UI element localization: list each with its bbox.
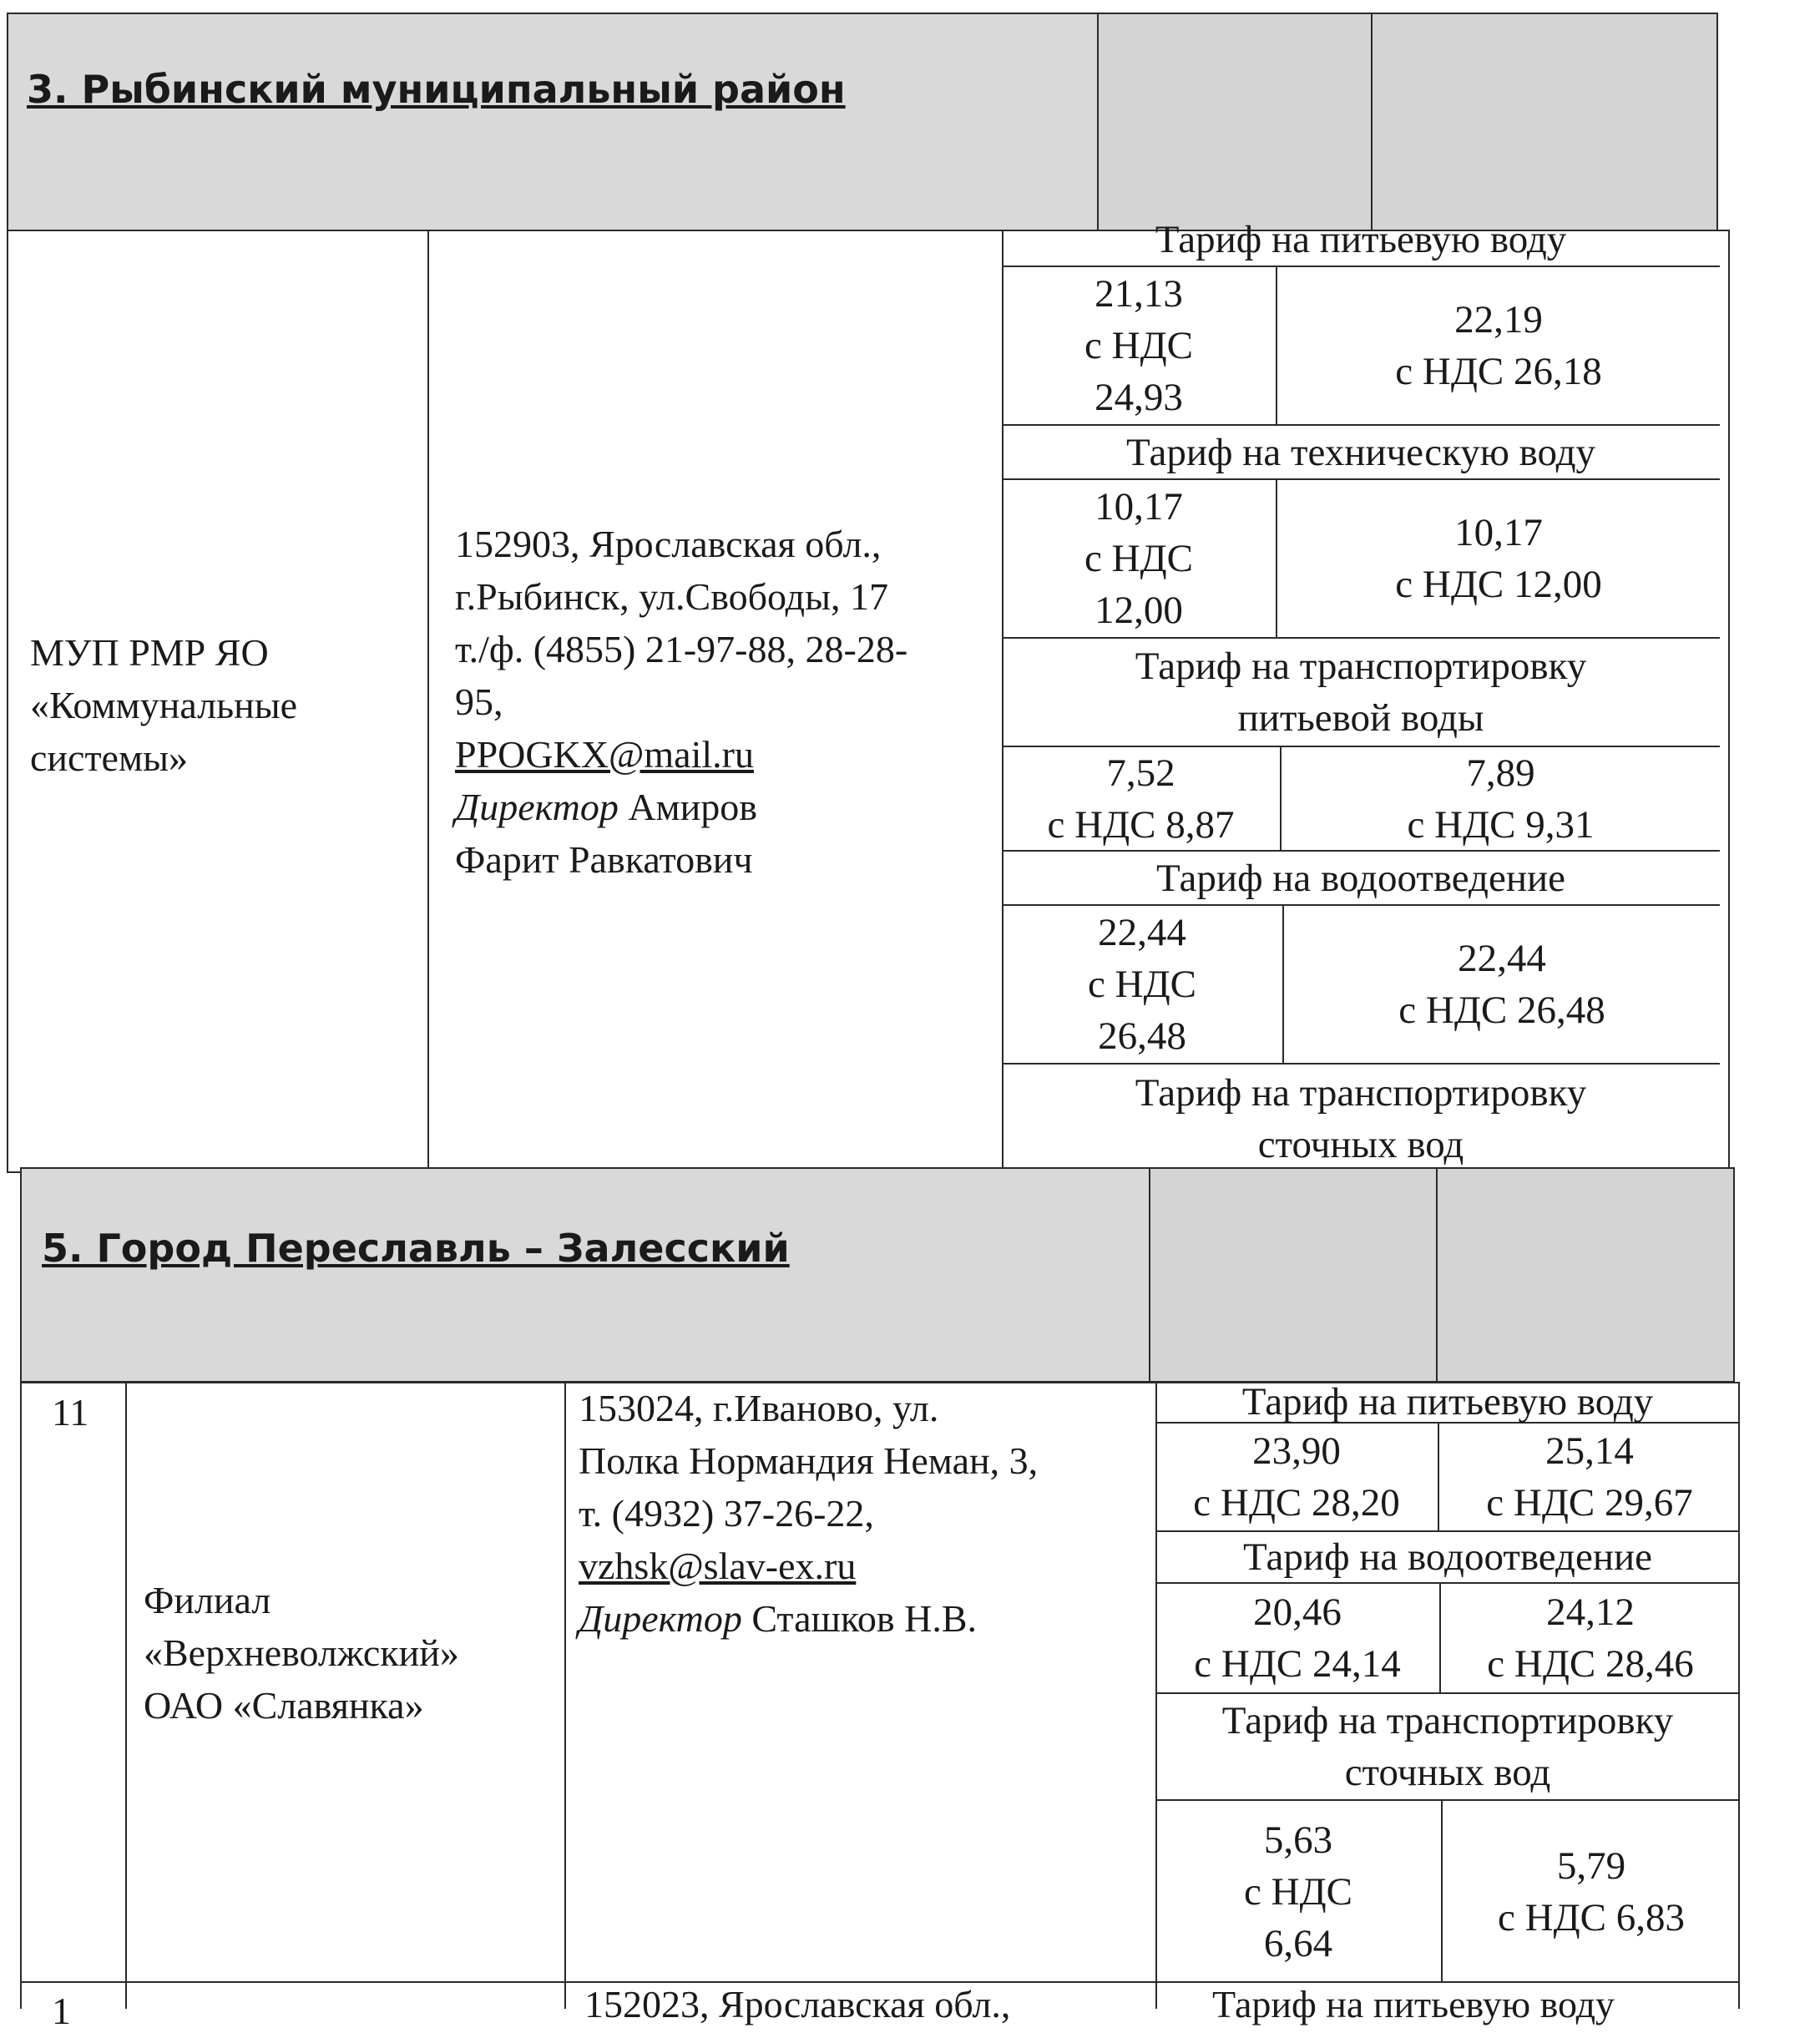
tariff-value-right: 5,79 с НДС 6,83 — [1498, 1844, 1685, 1939]
tariff-value-left: 5,63 с НДС 6,64 — [1155, 1801, 1443, 1983]
tariff-label: Тариф на водоотведение — [1002, 852, 1720, 906]
section3-header-col2 — [1097, 13, 1373, 231]
section5-left-border-continue — [20, 1983, 22, 2009]
section5-header-col3 — [1436, 1167, 1735, 1383]
tariff-value-right: 7,89 с НДС 9,31 — [1282, 747, 1720, 852]
tariff-label: Тариф на водоотведение — [1155, 1532, 1740, 1584]
section5-right-border-continue — [1738, 1983, 1740, 2009]
tariff-label: Тариф на транспортировку сточных вод — [1135, 1071, 1587, 1166]
tariff-value-left: 22,44 с НДС 26,48 — [1002, 906, 1284, 1065]
tariff-value-right: 10,17 с НДС 12,00 — [1277, 480, 1720, 639]
tariff-label: Тариф на транспортировку питьевой воды — [1002, 639, 1720, 747]
section3-title: 3. Рыбинский муниципальный район — [27, 67, 846, 112]
section5-divider-2 — [564, 1382, 566, 2009]
tariff-value-left: 23,90 с НДС 28,20 — [1155, 1424, 1439, 1532]
section5-director: Директор Сташков Н.В. — [579, 1597, 978, 1640]
tariff-value-left: 10,17 с НДС 12,00 — [1002, 480, 1277, 639]
section5-row2-tariff-label: Тариф на питьевую воду — [1212, 1983, 1615, 2025]
section3-header-col3 — [1371, 13, 1718, 231]
tariff-value-right: 24,12 с НДС 28,46 — [1441, 1584, 1740, 1694]
section5-email-link[interactable]: vzhsk@slav-ex.ru — [579, 1545, 857, 1587]
tariff-value-left: 20,46 с НДС 24,14 — [1155, 1584, 1441, 1694]
tariff-label: Тариф на транспортировку сточных вод — [1155, 1694, 1740, 1801]
section3-director: Директор Амиров — [455, 786, 757, 828]
section5-divider-1 — [125, 1382, 127, 2009]
tariff-value-right: 25,14 с НДС 29,67 — [1439, 1424, 1740, 1532]
section5-org-name: Филиал «Верхневолжский» ОАО «Славянка» — [144, 1579, 459, 1727]
section3-org-name: МУП РМР ЯО «Коммунальные системы» — [30, 631, 298, 779]
tariff-label: Тариф на питьевую воду — [1002, 213, 1720, 267]
section3-divider-1 — [427, 230, 429, 1173]
tariff-label: Тариф на техническую воду — [1002, 426, 1720, 480]
section5-row2-address: 152023, Ярославская обл., — [584, 1983, 1011, 2025]
section3-email-link[interactable]: PPOGKX@mail.ru — [455, 733, 754, 776]
tariff-value-left: 7,52 с НДС 8,87 — [1002, 747, 1282, 852]
tariff-value-right: 22,44 с НДС 26,48 — [1284, 906, 1720, 1065]
row-number: 11 — [52, 1391, 89, 1434]
section5-header-col2 — [1149, 1167, 1438, 1383]
section5-address: 153024, г.Иваново, ул. Полка Нормандия Неман, 3, т. (4932) 37-26-22, vzhsk@slav-ex.ru Директор Сташков Н.В. — [579, 1382, 1038, 1645]
section5-title: 5. Город Переславль – Залесский — [42, 1226, 790, 1271]
row-number: 1 — [52, 1990, 71, 2032]
tariff-value-left: 21,13 с НДС 24,93 — [1002, 267, 1277, 426]
tariff-label: Тариф на питьевую воду — [1155, 1382, 1740, 1424]
tariff-value-right: 22,19 с НДС 26,18 — [1277, 267, 1720, 426]
section3-address: 152903, Ярославская обл., г.Рыбинск, ул.Свободы, 17 т./ф. (4855) 21-97-88, 28-28- 95, PPOGKX@mail.ru Директор Амиров Фарит Равкатович — [455, 523, 908, 881]
